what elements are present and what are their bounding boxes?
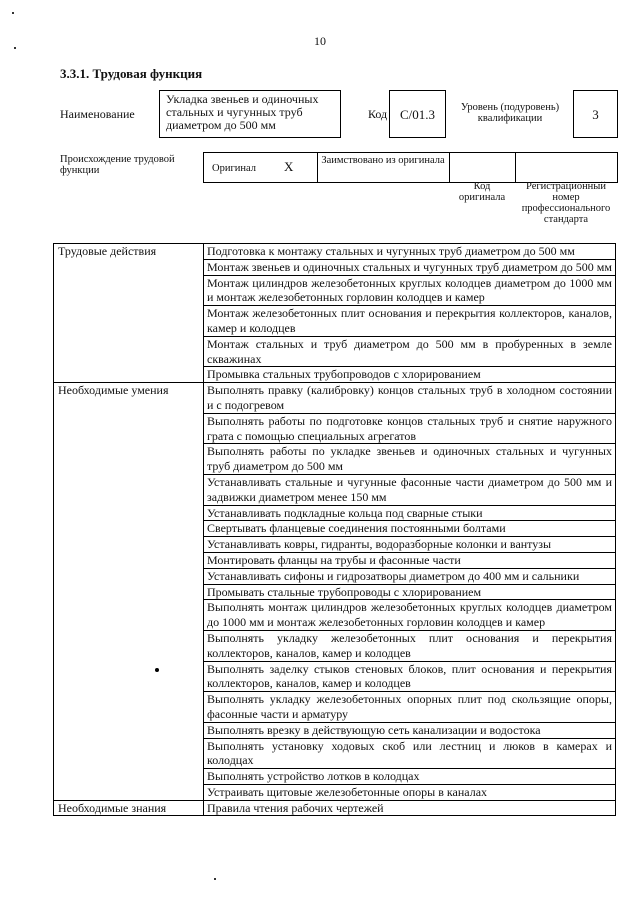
level-label: Уровень (подуровень) квалификации [460, 102, 560, 124]
name-label: Наименование [60, 107, 135, 121]
section-item-cell: Монтировать фланцы на трубы и фасонные части [204, 552, 616, 568]
code-value-cell [389, 90, 446, 138]
section-item-cell: Свертывать фланцевые соединения постоянными болтами [204, 521, 616, 537]
section-item-cell: Выполнять установку ходовых скоб или лестниц и люков в камерах и колодцах [204, 738, 616, 769]
section-item-cell: Выполнять заделку стыков стеновых блоков, плит основания и перекрытия коллекторов, каналов, камер и колодцев [204, 661, 616, 692]
origin-divider [515, 152, 516, 183]
section-item-cell: Устанавливать стальные и чугунные фасонные части диаметром до 500 мм и задвижки диаметром менее 150 мм [204, 474, 616, 505]
original-mark: X [284, 159, 294, 174]
name-value: Укладка звеньев и одиночных стальных и чугунных труб диаметром до 500 мм [166, 92, 319, 132]
section-item-cell: Устанавливать ковры, гидранты, водоразборные колонки и вантузы [204, 537, 616, 553]
table-row [54, 244, 616, 260]
section-item-cell: Подготовка к монтажу стальных и чугунных труб диаметром до 500 мм [204, 244, 616, 260]
section-item-cell: Промывка стальных трубопроводов с хлорированием [204, 367, 616, 383]
section-item-cell: Выполнять правку (калибровку) концов стальных труб в холодном состоянии и с подогревом [204, 383, 616, 414]
table-row [54, 800, 616, 816]
section-item-cell: Устраивать щитовые железобетонные опоры в каналах [204, 784, 616, 800]
level-value: 3 [592, 106, 599, 122]
section-item-cell: Выполнять укладку железобетонных плит основания и перекрытия коллекторов, каналов, камер и колодцев [204, 630, 616, 661]
section-title-cell: Необходимые знания [54, 800, 204, 816]
code-value: С/01.3 [399, 106, 436, 122]
section-item-cell: Правила чтения рабочих чертежей [204, 800, 616, 816]
origin-divider [449, 152, 450, 183]
name-value-cell [159, 90, 341, 138]
original-label: Оригинал [212, 163, 256, 174]
section-item-cell: Промывать стальные трубопроводы с хлорированием [204, 584, 616, 600]
level-value-cell [573, 90, 618, 138]
section-title-cell: Трудовые действия [54, 244, 204, 383]
section-item-cell: Монтаж цилиндров железобетонных круглых колодцев диаметром до 1000 мм и монтаж железобетонных горловин колодцев и камер [204, 275, 616, 306]
section-title: 3.3.1. Трудовая функция [60, 66, 203, 81]
origin-table [203, 152, 618, 183]
scan-speck [12, 12, 14, 14]
section-item-cell: Монтаж стальных и труб диаметром до 500 мм в пробуренных в земле скважинах [204, 336, 616, 367]
section-item-cell: Устанавливать подкладные кольца под сварные стыки [204, 505, 616, 521]
code-label: Код [368, 107, 388, 121]
section-item-cell: Выполнять работы по укладке звеньев и одиночных стальных и чугунных труб диаметром до 500 мм [204, 444, 616, 475]
section-item-cell: Устанавливать сифоны и гидрозатворы диаметром до 400 мм и сальники [204, 568, 616, 584]
origin-label: Происхождение трудовой функции [60, 154, 175, 176]
section-item-cell: Выполнять врезку в действующую сеть канализации и водостока [204, 722, 616, 738]
section-item-cell: Монтаж звеньев и одиночных стальных и чугунных труб диаметром до 500 мм [204, 259, 616, 275]
reg-number-caption: Регистрационный номер профессионального стандарта [521, 181, 611, 225]
section-item-cell: Выполнять устройство лотков в колодцах [204, 769, 616, 785]
section-item-cell: Выполнять работы по подготовке концов стальных труб и снятие наружного грата с помощью специальных агрегатов [204, 413, 616, 444]
section-item-cell: Выполнять укладку железобетонных опорных плит под скользящие опоры, фасонные части и арматуру [204, 692, 616, 723]
table-row [54, 383, 616, 414]
section-item-cell: Монтаж железобетонных плит основания и перекрытия коллекторов, каналов, камер и колодцев [204, 306, 616, 337]
section-title-cell: Необходимые умения [54, 383, 204, 801]
stray-mark [155, 668, 159, 672]
scan-speck [214, 878, 216, 880]
labor-function-table [53, 243, 616, 816]
scan-speck [14, 47, 16, 49]
section-item-cell: Выполнять монтаж цилиндров железобетонных круглых колодцев диаметром до 1000 мм и монтаж железобетонных горловин колодцев и камер [204, 600, 616, 631]
labor-function-table-body [54, 244, 616, 816]
code-original-caption: Код оригинала [458, 181, 506, 203]
page-number: 10 [314, 34, 326, 48]
borrowed-label: Заимствовано из оригинала [321, 155, 445, 166]
